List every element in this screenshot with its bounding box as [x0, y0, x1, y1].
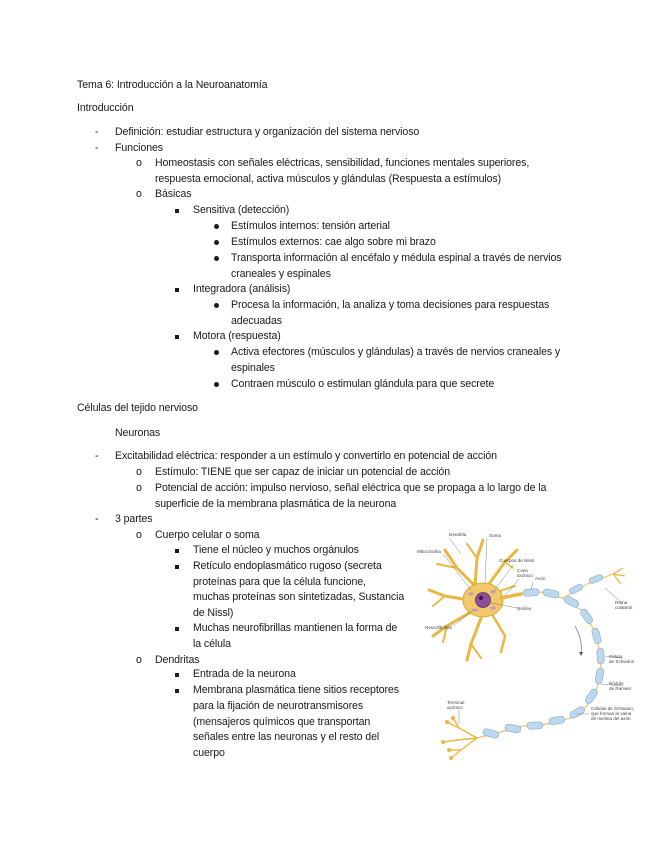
integradora-text: Integradora (análisis) — [193, 283, 291, 295]
dash-marker: - — [95, 513, 99, 525]
label-dendrita: Dendrita — [449, 532, 467, 537]
collateral-branch — [563, 574, 613, 598]
label-vaina-3: de mielina del axón — [591, 716, 631, 721]
reticulo-line-3: muchas proteínas son sintetizadas, Sustancia — [193, 591, 405, 603]
excitabilidad-text: Excitabilidad eléctrica: responder a un estímulo y convertirlo en potencial de acción — [115, 450, 497, 462]
square-bullet — [175, 689, 179, 693]
label-ranvier-2: de Ranvier — [609, 686, 632, 691]
label-cuerpos-nissl: Cuerpos de Nissl — [499, 558, 534, 563]
label-ranvier-1: Nódulo — [609, 681, 624, 686]
circle-marker: o — [136, 466, 142, 478]
membrana-line-5: cuerpo — [193, 747, 225, 759]
circle-marker: o — [136, 188, 142, 200]
homeostasis-line-1: Homeostasis con señales eléctricas, sensibilidad, funciones mentales superiores, — [155, 157, 530, 169]
label-schwann-2: de Schwann — [609, 659, 635, 664]
funciones-text: Funciones — [115, 142, 163, 154]
label-neurofibrillas: Neurofibrillas — [425, 625, 452, 630]
collateral-terminals — [613, 568, 625, 584]
circle-marker: o — [136, 482, 142, 494]
label-axon: Axón — [535, 576, 546, 581]
page-title: Tema 6: Introducción a la Neuroanatomía — [77, 79, 268, 91]
dash-marker: - — [95, 142, 99, 154]
basicas-text: Básicas — [155, 188, 192, 200]
signal-direction-arrow — [575, 626, 581, 654]
cuerpo-celular-text: Cuerpo celular o soma — [155, 529, 260, 541]
circle-marker: o — [136, 157, 142, 169]
activa-line-1: Activa efectores (músculos y glándulas) a través de nervios craneales y — [231, 346, 561, 358]
label-cono-axonico-1: Cono — [517, 568, 528, 573]
round-bullet — [214, 224, 219, 229]
reticulo-line-4: de Nissl) — [193, 607, 234, 619]
membrana-line-3: (mensajeros químicos que transportan — [193, 716, 371, 728]
label-terminal-2: axónico — [447, 705, 463, 710]
entrada-text: Entrada de la neurona — [193, 668, 296, 680]
neuron-diagram — [417, 528, 639, 764]
round-bullet — [214, 382, 219, 387]
reticulo-line-1: Retículo endoplasmático rugoso (secreta — [193, 560, 382, 572]
dash-marker: - — [95, 450, 99, 462]
square-bullet — [175, 335, 179, 339]
subheading-neuronas: Neuronas — [115, 427, 161, 439]
label-cono-axonico-2: axónico — [517, 573, 533, 578]
procesa-line-2: adecuadas — [231, 315, 282, 327]
estimulos-externos-text: Estímulos externos: cae algo sobre mi brazo — [231, 236, 436, 248]
label-nucleo: Núcleo — [517, 606, 532, 611]
sensitiva-text: Sensitiva (detección) — [193, 204, 290, 216]
estimulos-internos-text: Estímulos internos: tensión arterial — [231, 220, 390, 232]
axon-terminals — [443, 718, 477, 758]
neurofibrillas-line-2: la célula — [193, 638, 231, 650]
square-bullet — [175, 209, 179, 213]
section-heading-celulas: Células del tejido nervioso — [77, 402, 198, 414]
square-bullet — [175, 673, 179, 677]
label-vaina-1: Células de Schwann, — [591, 706, 635, 711]
square-bullet — [175, 565, 179, 569]
transporta-line-1: Transporta información al encéfalo y médula espinal a través de nervios — [231, 252, 562, 264]
nucleolus — [479, 596, 483, 600]
label-soma: Soma — [489, 533, 502, 538]
membrana-line-4: señales entre las neuronas y el resto del — [193, 731, 380, 743]
nucleus — [476, 593, 491, 608]
square-bullet — [175, 288, 179, 292]
contraen-text: Contraen músculo o estimulan glándula para que secrete — [231, 378, 495, 390]
round-bullet — [214, 240, 219, 245]
square-bullet — [175, 627, 179, 631]
circle-marker: o — [136, 654, 142, 666]
round-bullet — [214, 350, 219, 355]
membrana-line-1: Membrana plasmática tiene sitios receptores — [193, 684, 399, 696]
reticulo-line-2: proteínas para que la célula funcione, — [193, 576, 366, 588]
round-bullet — [214, 303, 219, 308]
potencial-line-2: superficie de la membrana plasmática de la neurona — [155, 498, 397, 510]
procesa-line-1: Procesa la información, la analiza y toma decisiones para respuestas — [231, 299, 550, 311]
dash-marker: - — [95, 126, 99, 138]
circle-marker: o — [136, 529, 142, 541]
motora-text: Motora (respuesta) — [193, 330, 281, 342]
axon-hillock — [501, 594, 521, 598]
definicion-text: Definición: estudiar estructura y organización del sistema nervioso — [115, 126, 420, 138]
estimulo-text: Estímulo: TIENE que ser capaz de iniciar un potencial de acción — [155, 466, 451, 478]
label-terminal-1: Terminal — [447, 700, 465, 705]
neurofibrillas-line-1: Muchas neurofibrillas mantienen la forma de — [193, 622, 398, 634]
label-vaina-2: que forman la vaina — [591, 711, 632, 716]
myelin-sheath — [482, 588, 604, 739]
label-rama-2: colateral — [615, 605, 633, 610]
activa-line-2: espinales — [231, 362, 275, 374]
arrow-head-icon — [579, 652, 583, 656]
potencial-line-1: Potencial de acción: impulso nervioso, señal eléctrica que se propaga a lo largo de la — [155, 482, 547, 494]
label-schwann-1: Célula — [609, 654, 623, 659]
membrana-line-2: para la fijación de neurotransmisores — [193, 700, 364, 712]
section-heading-introduccion: Introducción — [77, 102, 134, 114]
dendritas-text: Dendritas — [155, 654, 200, 666]
round-bullet — [214, 256, 219, 261]
terminal-boutons — [441, 716, 455, 760]
label-rama-1: Rama — [615, 600, 628, 605]
tres-partes-text: 3 partes — [115, 513, 153, 525]
transporta-line-2: craneales y espinales — [231, 268, 331, 280]
nucleo-text: Tiene el núcleo y muchos orgánulos — [193, 544, 359, 556]
homeostasis-line-2: respuesta emocional, activa músculos y glándulas (Respuesta a estímulos) — [155, 173, 502, 185]
square-bullet — [175, 549, 179, 553]
label-mitocondria: Mitocondria — [417, 549, 441, 554]
